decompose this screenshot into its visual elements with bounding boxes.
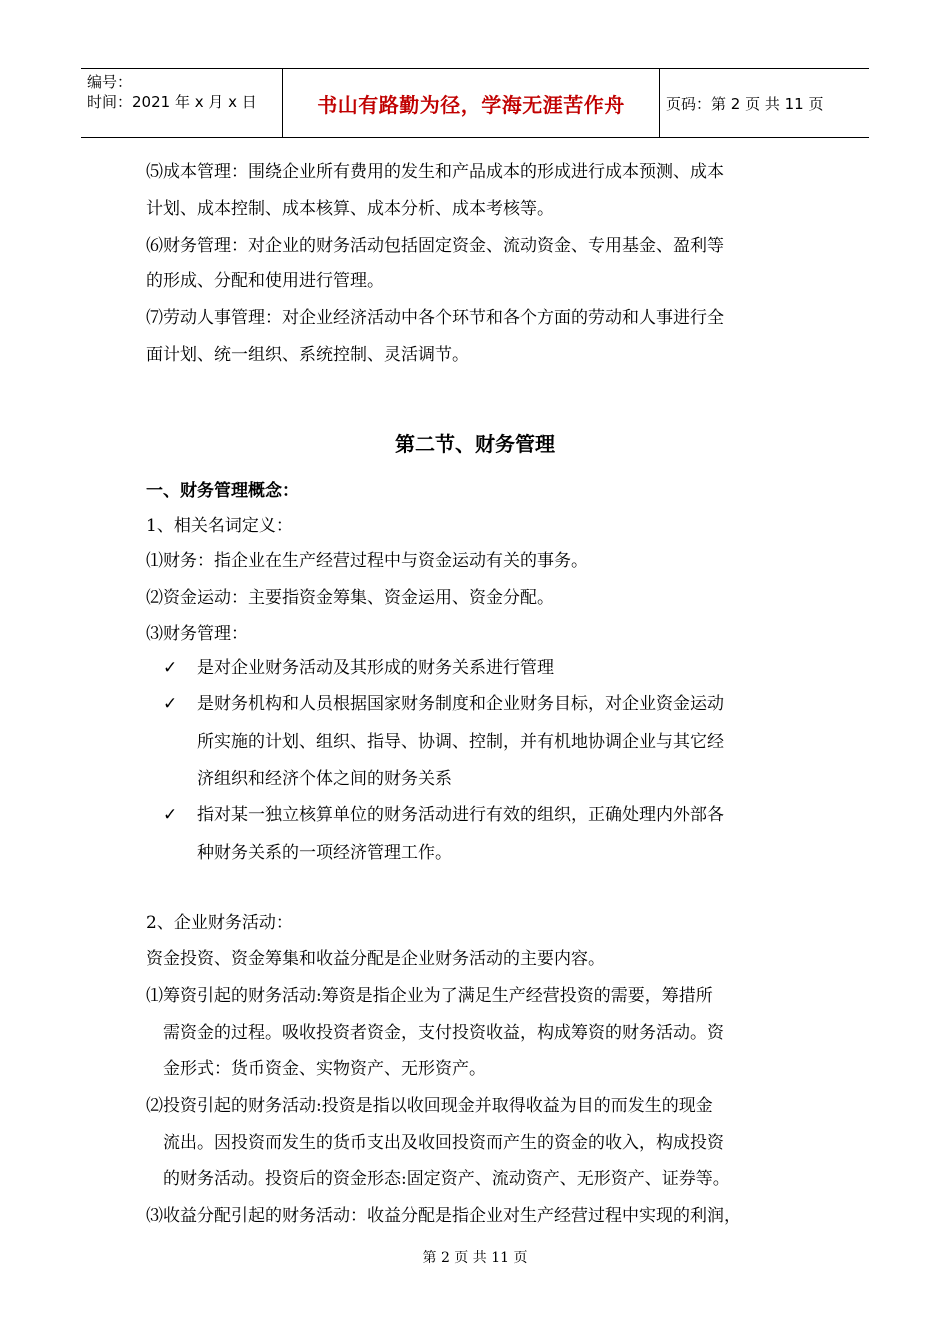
check-item-line: 是对企业财务活动及其形成的财务关系进行管理 bbox=[197, 658, 554, 678]
subheading: 一、财务管理概念： bbox=[146, 481, 299, 501]
page-footer: 第 2 页 共 11 页 bbox=[422, 1250, 528, 1266]
paragraph-line: ⑸成本管理：围绕企业所有费用的发生和产品成本的形成进行成本预测、成本 bbox=[146, 162, 724, 182]
activity-line: 流出。因投资而发生的货币支出及收回投资而产生的资金的收入，构成投资 bbox=[163, 1133, 724, 1153]
paragraph-line: 计划、成本控制、成本核算、成本分析、成本考核等。 bbox=[146, 199, 554, 219]
section-title: 第二节、财务管理 bbox=[395, 432, 555, 456]
activities-intro: 资金投资、资金筹集和收益分配是企业财务活动的主要内容。 bbox=[146, 949, 605, 969]
activity-line: ⑶收益分配引起的财务活动：收益分配是指企业对生产经营过程中实现的利润， bbox=[146, 1206, 741, 1226]
activity-line: ⑴筹资引起的财务活动:筹资是指企业为了满足生产经营投资的需要，筹措所 bbox=[146, 986, 713, 1006]
check-item-line: 是财务机构和人员根据国家财务制度和企业财务目标，对企业资金运动 bbox=[197, 694, 724, 714]
paragraph-line: ⑹财务管理：对企业的财务活动包括固定资金、流动资金、专用基金、盈利等 bbox=[146, 236, 724, 256]
activity-line: 需资金的过程。吸收投资者资金，支付投资收益，构成筹资的财务活动。资 bbox=[163, 1023, 724, 1043]
checkmark-icon: ✓ bbox=[163, 658, 178, 678]
document-header bbox=[81, 68, 869, 138]
check-item-line: 济组织和经济个体之间的财务关系 bbox=[197, 769, 452, 789]
header-motto: 书山有路勤为径，学海无涯苦作舟 bbox=[317, 92, 625, 117]
header-meta-cell bbox=[81, 69, 283, 137]
activity-line: 金形式：货币资金、实物资产、无形资产。 bbox=[163, 1059, 486, 1079]
definition-heading: 1、相关名词定义： bbox=[146, 516, 293, 536]
document-number-label: 编号： bbox=[87, 73, 133, 91]
definition-item: ⑵资金运动：主要指资金筹集、资金运用、资金分配。 bbox=[146, 588, 554, 608]
header-page-code: 页码：第 2 页 共 11 页 bbox=[666, 94, 824, 113]
activity-line: 的财务活动。投资后的资金形态:固定资产、流动资产、无形资产、证券等。 bbox=[163, 1169, 730, 1189]
check-item-line: 种财务关系的一项经济管理工作。 bbox=[197, 843, 452, 863]
definition-item: ⑴财务：指企业在生产经营过程中与资金运动有关的事务。 bbox=[146, 551, 588, 571]
activity-line: ⑵投资引起的财务活动:投资是指以收回现金并取得收益为目的而发生的现金 bbox=[146, 1096, 713, 1116]
checkmark-icon: ✓ bbox=[163, 694, 178, 714]
header-page-cell bbox=[660, 69, 869, 137]
header-motto-cell bbox=[283, 69, 660, 137]
checkmark-icon: ✓ bbox=[163, 805, 178, 825]
check-item-line: 所实施的计划、组织、指导、协调、控制，并有机地协调企业与其它经 bbox=[197, 732, 724, 752]
paragraph-line: 的形成、分配和使用进行管理。 bbox=[146, 271, 384, 291]
activities-heading: 2、企业财务活动： bbox=[146, 913, 293, 933]
definition-item: ⑶财务管理： bbox=[146, 624, 248, 644]
check-item-line: 指对某一独立核算单位的财务活动进行有效的组织，正确处理内外部各 bbox=[197, 805, 724, 825]
document-time-label: 时间：2021 年 x 月 x 日 bbox=[87, 93, 257, 111]
paragraph-line: ⑺劳动人事管理：对企业经济活动中各个环节和各个方面的劳动和人事进行全 bbox=[146, 308, 724, 328]
paragraph-line: 面计划、统一组织、系统控制、灵活调节。 bbox=[146, 345, 469, 365]
